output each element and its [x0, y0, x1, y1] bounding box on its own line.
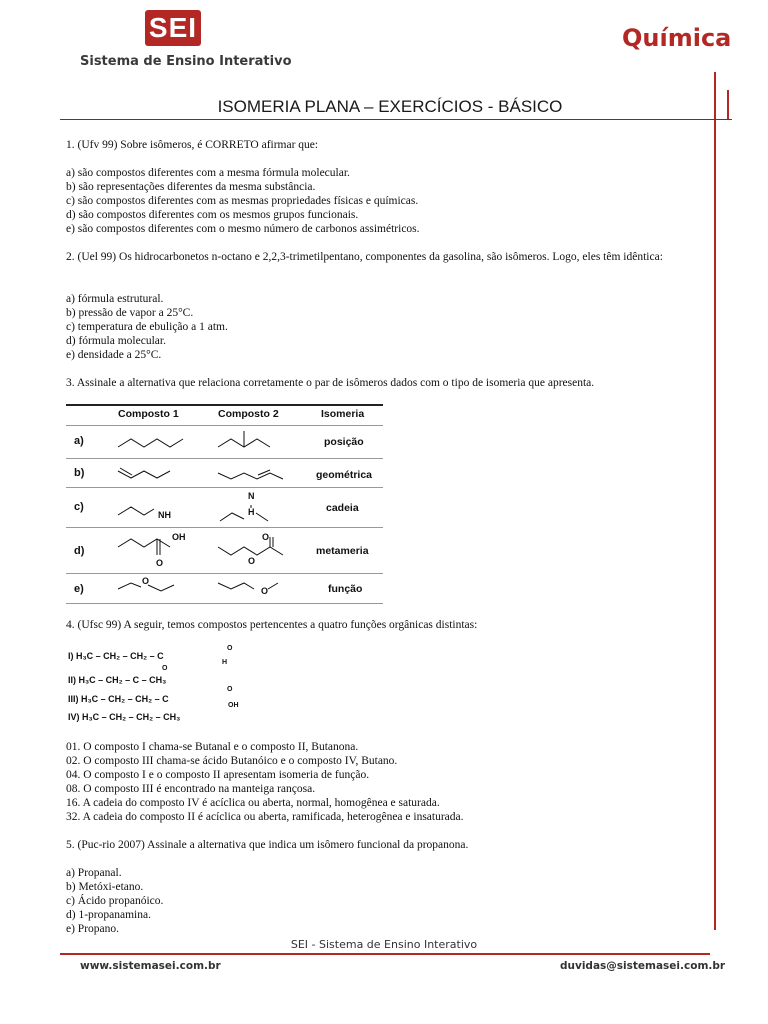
q2-option-e: e) densidade a 25°C.	[66, 349, 162, 361]
row-b-compound-1	[116, 463, 191, 483]
q5-option-b: b) Metóxi-etano.	[66, 881, 144, 893]
row-a-type: posição	[324, 436, 364, 448]
footer-email-link[interactable]: duvidas@sistemasei.com.br	[560, 960, 726, 972]
table-rule	[66, 573, 383, 574]
q5-stem: 5. (Puc-rio 2007) Assinale a alternativa que indica um isômero funcional da propanona.	[66, 839, 469, 851]
brand-name: Sistema de Ensino Interativo	[80, 54, 292, 69]
table-top-rule	[66, 404, 383, 406]
q2-stem: 2. (Uel 99) Os hidrocarbonetos n-octano e 2,2,3-trimetilpentano, componentes da gasolina, são isômeros. Logo, eles têm idêntica:	[66, 251, 663, 263]
formula-4: IV) H₃C – CH₂ – CH₂ – CH₃	[68, 712, 181, 722]
decor-vline-2	[727, 90, 729, 120]
row-d-o3: O	[248, 556, 256, 566]
q5-option-d: d) 1-propanamina.	[66, 909, 151, 921]
formula-3: III) H₃C – CH₂ – CH₂ – C	[68, 694, 169, 704]
q5-option-e: e) Propano.	[66, 923, 120, 935]
row-a-compound-2	[216, 427, 291, 455]
row-b-compound-2	[216, 463, 291, 483]
formula-3-o: O	[227, 686, 233, 693]
q1-stem: 1. (Ufv 99) Sobre isômeros, é CORRETO afirmar que:	[66, 139, 319, 151]
row-e-compound-1	[116, 575, 191, 597]
row-b-type: geométrica	[316, 469, 373, 481]
q2-option-b: b) pressão de vapor a 25°C.	[66, 307, 194, 319]
q2-option-a: a) fórmula estrutural.	[66, 293, 164, 305]
row-d-label: d)	[74, 545, 85, 557]
row-c-label: c)	[74, 501, 84, 513]
footer-rule	[60, 953, 710, 955]
formula-1-o: O	[227, 645, 233, 652]
row-a-label: a)	[74, 435, 84, 447]
row-c-compound-1	[116, 499, 191, 521]
q4-statement-02: 02. O composto III chama-se ácido Butanóico e o composto IV, Butano.	[66, 755, 398, 767]
q5-option-c: c) Ácido propanóico.	[66, 895, 164, 907]
q1-option-b: b) são representações diferentes da mesma substância.	[66, 181, 316, 193]
table-rule	[66, 487, 383, 488]
table-rule	[66, 425, 383, 426]
formula-3-oh: OH	[228, 702, 239, 709]
footer-website-link[interactable]: www.sistemasei.com.br	[80, 960, 221, 972]
q1-option-e: e) são compostos diferentes com o mesmo número de carbonos assimétricos.	[66, 223, 420, 235]
row-c-type: cadeia	[326, 502, 359, 514]
q2-option-c: c) temperatura de ebulição a 1 atm.	[66, 321, 228, 333]
formula-1: I) H₃C – CH₂ – CH₂ – C	[68, 651, 164, 661]
q2-option-d: d) fórmula molecular.	[66, 335, 166, 347]
row-d-oh: OH	[172, 532, 186, 542]
q1-option-c: c) são compostos diferentes com as mesmas propriedades físicas e químicas.	[66, 195, 419, 207]
row-c-n: N	[248, 491, 255, 501]
q4-statement-08: 08. O composto III é encontrado na manteiga rançosa.	[66, 783, 316, 795]
q5-option-a: a) Propanal.	[66, 867, 122, 879]
table-header-compound-1: Composto 1	[118, 408, 179, 420]
page-title: ISOMERIA PLANA – EXERCÍCIOS - BÁSICO	[217, 97, 563, 116]
row-c-h: H	[248, 507, 255, 517]
decor-vline-1	[714, 72, 716, 930]
subject-title: Química	[622, 24, 732, 52]
formula-1-h: H	[222, 659, 228, 666]
q4-stem: 4. (Ufsc 99) A seguir, temos compostos pertencentes a quatro funções orgânicas distintas:	[66, 619, 478, 631]
table-rule	[66, 527, 383, 528]
row-c-compound-2	[216, 499, 291, 525]
row-b-label: b)	[74, 467, 85, 479]
row-e-label: e)	[74, 583, 84, 595]
row-e-o1: O	[142, 576, 150, 586]
row-e-o2: O	[261, 586, 269, 596]
row-d-type: metameria	[316, 545, 369, 557]
footer-title: SEI - Sistema de Ensino Interativo	[290, 938, 478, 951]
q4-statement-01: 01. O composto I chama-se Butanal e o composto II, Butanona.	[66, 741, 359, 753]
q4-statement-04: 04. O composto I e o composto II apresentam isomeria de função.	[66, 769, 370, 781]
row-d-o1: O	[156, 558, 164, 568]
title-underline	[60, 119, 732, 120]
row-d-o2: O	[262, 532, 270, 542]
table-bottom-rule	[66, 603, 383, 604]
table-header-compound-2: Composto 2	[218, 408, 279, 420]
formula-2: II) H₃C – CH₂ – C – CH₃	[68, 675, 167, 685]
q1-option-d: d) são compostos diferentes com os mesmos grupos funcionais.	[66, 209, 359, 221]
q3-stem: 3. Assinale a alternativa que relaciona corretamente o par de isômeros dados com o tipo de isomeria que apresenta.	[66, 377, 595, 389]
logo: SEI	[148, 12, 198, 43]
table-rule	[66, 458, 383, 459]
formula-2-o: O	[162, 665, 168, 672]
row-e-type: função	[328, 583, 363, 595]
q4-statement-32: 32. A cadeia do composto II é acíclica ou aberta, ramificada, heterogênea e insaturada.	[66, 811, 464, 823]
row-e-compound-2	[216, 575, 291, 597]
row-c-nh: NH	[158, 510, 171, 520]
row-a-compound-1	[116, 433, 191, 453]
table-header-isomeria: Isomeria	[321, 408, 365, 420]
q1-option-a: a) são compostos diferentes com a mesma fórmula molecular.	[66, 167, 350, 179]
q4-statement-16: 16. A cadeia do composto IV é acíclica ou aberta, normal, homogênea e saturada.	[66, 797, 440, 809]
